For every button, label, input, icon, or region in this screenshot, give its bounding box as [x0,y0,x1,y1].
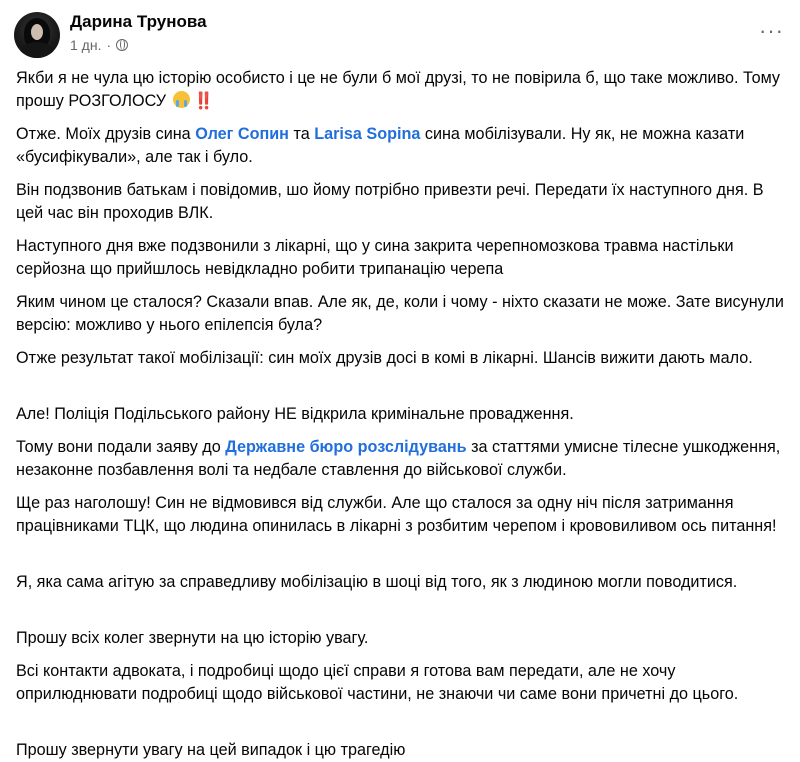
double-exclamation-icon: ‼️ [193,92,214,110]
mention-oleg-sopyn[interactable]: Олег Сопин [195,125,289,143]
paragraph-12: Всі контакти адвоката, і подробиці щодо цієї справи я готова вам передати, але не хочу оприлюднювати подробиці щодо військової частини, не знаючи чи саме вони причетні до цього. [16,662,739,703]
paragraph-6: Отже результат такої мобілізації: син моїх друзів досі в комі в лікарні. Шансів вижити дають мало. [16,349,753,367]
post-header [12,10,788,60]
paragraph-2 [16,123,786,169]
paragraph-7: Але! Поліція Подільського району НЕ відкрила кримінальне провадження. [16,405,574,423]
paragraph-2-text-b: та [288,125,315,143]
avatar-face [31,24,43,40]
paragraph-2-text-c: сина мобілізували. Ну як, не можна казати «бусифікували», але так і було. [16,125,745,166]
mention-dbr[interactable]: Державне бюро розслідувань [225,438,467,456]
globe-icon[interactable] [116,39,128,51]
meta-separator: · [106,37,112,53]
mention-larisa-sopina[interactable]: Larisa Sopina [314,125,421,143]
author-name[interactable]: Дарина Трунова [70,12,207,31]
paragraph-3: Він подзвонив батькам і повідомив, шо йому потрібно привезти речі. Передати їх наступного дня. В цей час він проходив ВЛК. [16,181,764,222]
paragraph-8 [16,436,786,482]
crying-face-icon [173,91,190,108]
paragraph-5: Яким чином це сталося? Сказали впав. Але як, де, коли і чому - ніхто сказати не може. Зате висунули версію: можливо у нього епілепсія була? [16,293,784,334]
post-body [16,67,786,762]
paragraph-1-text: Якби я не чула цю історію особисто і це не були б мої друзі, то не повірила б, що таке можливо. Тому прошу РОЗГОЛОСУ [16,69,781,110]
paragraph-13: Прошу звернути увагу на цей випадок і цю трагедію [16,741,406,759]
paragraph-9: Ще раз наголошу! Син не відмовився від служби. Але що сталося за одну ніч після затримання працівниками ТЦК, що людина опинилась в лікарні з розбитим черепом і крововиливом ось питання! [16,494,777,535]
post-meta [70,37,128,53]
post-time[interactable]: 1 дн. [70,37,102,53]
paragraph-2-text-a: Отже. Моїх друзів сина [16,125,196,143]
paragraph-8-text-b: за статтями умисне тілесне ушкодження, незаконне позбавлення волі та недбале ставлення до військової служби. [16,438,781,479]
paragraph-4: Наступного дня вже подзвонили з лікарні, що у сина закрита черепномозкова травма настільки серйозна що прийшлось невідкладно робити трипанацію черепа [16,237,734,278]
avatar-shoulders [20,42,54,58]
paragraph-10: Я, яка сама агітую за справедливу мобілізацію в шоці від того, як з людиною могли поводитися. [16,573,738,591]
paragraph-8-text-a: Тому вони подали заяву до [16,438,226,456]
avatar[interactable] [14,12,60,58]
paragraph-11: Прошу всіх колег звернути на цю історію увагу. [16,629,369,647]
paragraph-1 [16,67,786,113]
more-options-icon[interactable]: ··· [759,18,784,43]
